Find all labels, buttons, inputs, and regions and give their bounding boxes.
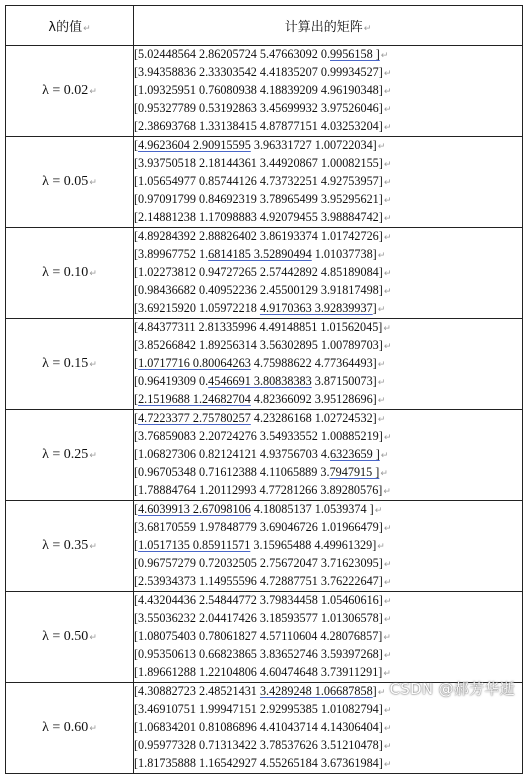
matrix-highlight: 1.0717716 0.80064263 [138,356,251,370]
matrix-text: [1.78884764 1.20112993 4.77281266 3.89280576] [134,483,383,497]
lambda-value: λ = 0.60 [42,720,89,735]
matrix-highlight: 4.9623604 2.90915595 [138,138,251,152]
matrix-text: [4.84377311 2.81335996 4.49148851 1.01562045] [134,320,383,334]
matrix-text: [1.06827306 0.82124121 4.93756703 4. [134,447,331,461]
paragraph-mark-icon: ↵ [383,269,392,279]
paragraph-mark-icon: ↵ [383,615,392,625]
lambda-value: λ = 0.15 [42,356,89,371]
matrix-text: ] [372,301,377,315]
matrix-text: 4.18085137 1.0539374 ] [250,502,374,516]
paragraph-mark-icon: ↵ [377,688,386,698]
matrix-text: 3.96331727 1.00722034] [250,138,377,152]
matrix-text: [2.38693768 1.33138415 4.87877151 4.03253204] [134,119,383,133]
matrix-text: 4.75988622 4.77364493] [250,356,377,370]
paragraph-mark-icon: ↵ [380,51,389,61]
paragraph-mark-icon: ↵ [377,542,385,552]
paragraph-mark-icon: ↵ [377,360,386,370]
matrix-highlight: 4546691 3.80838383 [208,374,312,388]
paragraph-mark-icon: ↵ [89,633,97,643]
paragraph-mark-icon: ↵ [89,451,97,461]
matrix-text: 4.82366092 3.95128696] [250,392,377,406]
matrix-text: [4.89284392 2.88826402 3.86193374 1.01742726] [134,229,383,243]
paragraph-mark-icon: ↵ [383,69,392,79]
lambda-cell [6,46,134,137]
matrix-cell [134,137,523,228]
table-row [6,319,523,410]
matrix-row-text [134,228,522,246]
matrix-cell [134,319,523,410]
paragraph-mark-icon: ↵ [374,506,383,516]
matrix-highlight: 4.7223377 2.75780257 [138,411,251,425]
lambda-value: λ = 0.25 [42,447,89,462]
matrix-row-text [134,610,522,628]
matrix-highlight: 2.1519688 1.24682704 [138,392,251,406]
header-lambda: λ的值↵ [6,6,134,46]
matrix-row-text [134,100,522,118]
matrix-row-text [134,155,522,173]
matrix-text: [0.96757279 0.72032505 2.75672047 3.71623095] [134,556,383,570]
matrix-cell [134,46,523,137]
matrix-row-text [134,592,522,610]
matrix-text: [5.02448564 2.86205724 5.47663092 0. [134,47,331,61]
matrix-text: [2.53934373 1.14955596 4.72887751 3.76222647] [134,574,383,588]
paragraph-mark-icon: ↵ [383,651,392,661]
matrix-text: [1.08075403 0.78061827 4.57110604 4.28076857] [134,629,383,643]
lambda-matrix-table [5,5,523,774]
lambda-value: λ = 0.05 [42,174,89,189]
matrix-text: [4.43204436 2.54844772 3.79834458 1.05460616] [134,593,383,607]
paragraph-mark-icon: ↵ [383,760,392,770]
matrix-text: 3.87150073] [311,374,377,388]
matrix-row-text [134,118,522,136]
table-body [6,46,523,774]
matrix-highlight: 4.6039913 2.67098106 [138,502,251,516]
matrix-row-text [134,537,522,555]
matrix-highlight: 4.9170363 3.92839937 [259,301,373,315]
matrix-text: [3.46910751 1.99947151 2.92995385 1.01082794] [134,702,383,716]
lambda-value: λ = 0.10 [42,265,89,280]
paragraph-mark-icon: ↵ [383,233,392,243]
matrix-row-text [134,464,522,482]
matrix-text: [0.97091799 0.84692319 3.78965499 3.95295621] [134,192,383,206]
paragraph-mark-icon: ↵ [383,214,392,224]
paragraph-mark-icon: ↵ [377,396,386,406]
paragraph-mark-icon: ↵ [383,433,392,443]
paragraph-mark-icon: ↵ [383,578,392,588]
paragraph-mark-icon: ↵ [83,24,91,34]
matrix-row-text [134,264,522,282]
paragraph-mark-icon: ↵ [383,324,391,334]
header-matrix: 计算出的矩阵↵ [134,6,523,46]
matrix-row-text [134,191,522,209]
paragraph-mark-icon: ↵ [89,724,97,734]
csdn-watermark: CSDN @郝芳华逝 [389,680,515,698]
matrix-text: [2.14881238 1.17098883 4.92079455 3.98884742] [134,210,383,224]
matrix-text: [3.76859083 2.20724276 3.54933552 1.00885219] [134,429,383,443]
matrix-row-text [134,719,522,737]
matrix-text: [1.09325951 0.76080938 4.18839209 4.96190348] [134,83,383,97]
matrix-text: [ [134,411,139,425]
matrix-text: [ [134,502,139,516]
matrix-row-text [134,446,522,464]
matrix-row-text [134,173,522,191]
paragraph-mark-icon: ↵ [363,24,372,34]
matrix-row-text [134,209,522,227]
matrix-row-text [134,137,522,155]
matrix-cell [134,228,523,319]
matrix-row-text [134,555,522,573]
paragraph-mark-icon: ↵ [383,633,391,643]
table-header-row [6,6,523,46]
lambda-cell [6,319,134,410]
paragraph-mark-icon: ↵ [89,269,97,279]
matrix-row-text [134,355,522,373]
table-row [6,501,523,592]
matrix-text: [3.89967752 1. [134,247,209,261]
matrix-row-text [134,46,522,64]
matrix-text: [3.55036232 2.04417426 3.18593577 1.01306578] [134,611,383,625]
matrix-highlight: 6814185 3.52890494 [208,247,312,261]
matrix-row-text [134,337,522,355]
paragraph-mark-icon: ↵ [380,451,389,461]
matrix-text: [3.94358836 2.33303542 4.41835207 0.99934527] [134,65,383,79]
paragraph-mark-icon: ↵ [383,105,392,115]
matrix-row-text [134,737,522,755]
matrix-text: [4.30882723 2.48521431 [134,684,260,698]
matrix-row-text [134,755,522,773]
matrix-text: [3.69215920 1.05972218 [134,301,260,315]
paragraph-mark-icon: ↵ [383,123,392,133]
matrix-text: [ [134,538,139,552]
matrix-row-text [134,628,522,646]
table-row [6,592,523,683]
paragraph-mark-icon: ↵ [380,469,388,479]
matrix-text: [ [134,392,139,406]
matrix-highlight: 3.4289248 1.06687858 [259,684,373,698]
paragraph-mark-icon: ↵ [383,287,392,297]
paragraph-mark-icon: ↵ [89,542,97,552]
matrix-row-text [134,64,522,82]
matrix-row-text [134,82,522,100]
matrix-text: [0.96419309 0. [134,374,209,388]
matrix-text: [ [134,356,139,370]
lambda-cell [6,137,134,228]
matrix-row-text [134,373,522,391]
lambda-value: λ = 0.50 [42,629,89,644]
paragraph-mark-icon: ↵ [383,669,391,679]
matrix-row-text [134,282,522,300]
paragraph-mark-icon: ↵ [383,524,392,534]
matrix-highlight: 6323659 ] [330,447,380,461]
matrix-highlight: 9956158 ] [330,47,380,61]
matrix-text: [1.05654977 0.85744126 4.73732251 4.92753957] [134,174,383,188]
matrix-cell [134,410,523,501]
matrix-text: [3.68170559 1.97848779 3.69046726 1.01966479] [134,520,383,534]
matrix-highlight: 1.0517135 0.85911571 [138,538,251,552]
matrix-text: [ [134,138,139,152]
lambda-cell [6,410,134,501]
paragraph-mark-icon: ↵ [383,560,392,570]
paragraph-mark-icon: ↵ [377,305,386,315]
matrix-cell [134,592,523,683]
table-row [6,46,523,137]
lambda-cell [6,501,134,592]
paragraph-mark-icon: ↵ [89,360,97,370]
matrix-text: [0.95350613 0.66823865 3.83652746 3.59397268] [134,647,383,661]
paragraph-mark-icon: ↵ [383,342,392,352]
paragraph-mark-icon: ↵ [383,160,392,170]
matrix-text: [1.02273812 0.94727265 2.57442892 4.85189084] [134,265,383,279]
matrix-row-text [134,482,522,500]
matrix-row-text [134,410,522,428]
paragraph-mark-icon: ↵ [377,251,386,261]
matrix-row-text [134,501,522,519]
matrix-text: ] [372,684,377,698]
matrix-text: 4.23286168 1.02724532] [250,411,377,425]
paragraph-mark-icon: ↵ [383,706,392,716]
matrix-text: [0.96705348 0.71612388 4.11065889 3. [134,465,330,479]
matrix-row-text [134,391,522,409]
matrix-row-text [134,646,522,664]
matrix-text: [0.95327789 0.53192863 3.45699932 3.97526046] [134,101,383,115]
matrix-text: [3.85266842 1.89256314 3.56302895 1.00789703] [134,338,383,352]
paragraph-mark-icon: ↵ [383,742,392,752]
lambda-cell [6,592,134,683]
paragraph-mark-icon: ↵ [383,724,392,734]
lambda-value: λ = 0.35 [42,538,89,553]
paragraph-mark-icon: ↵ [383,487,391,497]
matrix-highlight: 7947915 ] [329,465,380,479]
matrix-cell [134,501,523,592]
paragraph-mark-icon: ↵ [377,415,386,425]
table-row [6,410,523,501]
matrix-text: [1.89661288 1.22104806 4.60474648 3.73911291] [134,665,383,679]
table-row [6,137,523,228]
matrix-text: 1.01037738] [311,247,377,261]
matrix-row-text [134,300,522,318]
matrix-row-text [134,246,522,264]
matrix-row-text [134,701,522,719]
matrix-row-text [134,519,522,537]
matrix-text: [0.95977328 0.71313422 3.78537626 3.51210478] [134,738,383,752]
matrix-text: [1.06834201 0.81086896 4.41043714 4.14306404] [134,720,383,734]
paragraph-mark-icon: ↵ [383,178,392,188]
matrix-text: 3.15965488 4.49961329] [250,538,377,552]
matrix-text: [1.81735888 1.16542927 4.55265184 3.67361984] [134,756,383,770]
paragraph-mark-icon: ↵ [377,142,386,152]
paragraph-mark-icon: ↵ [383,597,392,607]
matrix-row-text [134,573,522,591]
paragraph-mark-icon: ↵ [383,196,392,206]
table-row [6,228,523,319]
lambda-cell [6,228,134,319]
matrix-text: [3.93750518 2.18144361 3.44920867 1.00082155] [134,156,383,170]
lambda-value: λ = 0.02 [42,83,89,98]
matrix-row-text [134,319,522,337]
matrix-row-text [134,428,522,446]
lambda-cell [6,683,134,774]
paragraph-mark-icon: ↵ [377,378,386,388]
paragraph-mark-icon: ↵ [89,87,97,97]
paragraph-mark-icon: ↵ [89,178,97,188]
paragraph-mark-icon: ↵ [383,87,392,97]
matrix-text: [0.98436682 0.40952236 2.45500129 3.91817498] [134,283,383,297]
